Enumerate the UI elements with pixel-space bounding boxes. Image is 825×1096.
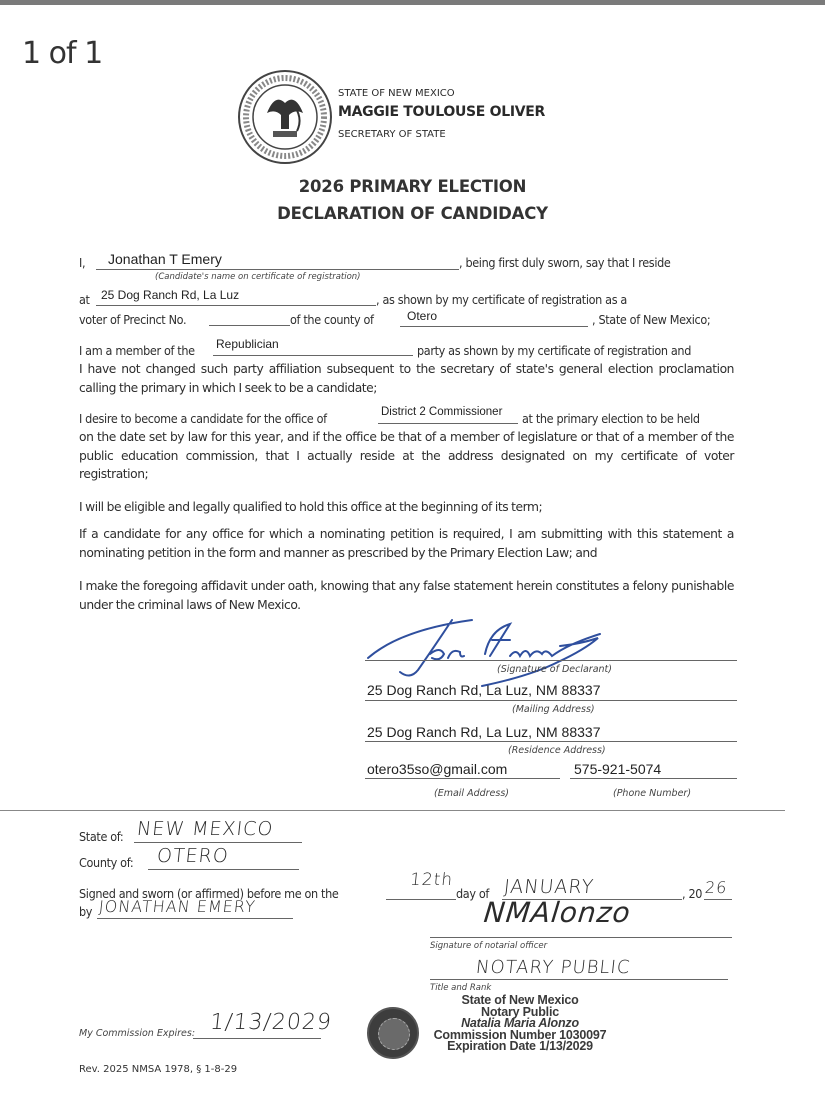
after-name-text: , being first duly sworn, say that I reside [459,255,671,270]
notary-title-underline [430,979,728,980]
office-field[interactable]: District 2 Commissioner [381,406,503,418]
notary-state-underline [134,842,302,843]
residence-underline [96,305,376,306]
letterhead-official-name: MAGGIE TOULOUSE OLIVER [338,104,546,120]
day-of-label: day of [456,886,489,901]
email-field[interactable]: otero35so@gmail.com [367,761,508,777]
county-label: of the county of [290,312,374,327]
county-underline [400,326,588,327]
i-label: I, [79,255,86,270]
affidavit-paragraph: I make the foregoing affidavit under oath, knowing that any false statement herein constitutes a felony punishable under the criminal laws of New Mexico. [79,579,734,612]
stamp-line-4: Commission Number 1030097 [433,1027,607,1042]
party-field[interactable]: Republician [216,337,279,351]
notary-county-label: County of: [79,855,134,870]
stamp-line-1: State of New Mexico [461,993,579,1007]
year-underline [704,899,732,900]
notary-state-field[interactable]: NEW MEXICO [135,818,275,840]
office-paragraph: on the date set by law for this year, and if the office be that of a member of legislature or that of a member of the public education commission, that I actually reside at the address designated on my certificate of voter registration; [79,430,734,481]
email-underline [365,778,560,779]
eligibility-paragraph: I will be eligible and legally qualified to hold this office at the beginning of its term; [79,500,543,514]
office-suffix: at the primary election to be held [522,411,700,426]
sworn-prefix: Signed and sworn (or affirmed) before me on the [79,886,339,901]
mailing-underline [365,700,737,701]
officer-signature-underline [430,937,732,938]
letterhead-state: STATE OF NEW MEXICO [338,88,455,99]
stamp-line-2: Notary Public [481,1004,559,1019]
year-prefix: , 20 [682,886,703,901]
notary-seal-icon [367,1007,419,1059]
phone-underline [570,778,737,779]
party-underline [213,355,413,356]
petition-paragraph: If a candidate for any office for which a nominating petition is required, I am submitting with this statement a nominating petition in the form and manner as prescribed by the Primary Election Law; and [79,527,734,560]
notary-county-field[interactable]: OTERO [155,845,230,867]
after-residence-text: , as shown by my certificate of registration as a [376,292,627,307]
commission-label: My Commission Expires: [79,1028,196,1039]
notary-title-caption: Title and Rank [430,983,492,993]
notary-officer-signature: NMAlonzo [482,896,633,929]
stamp-line-3: Natalia Maria Alonzo [461,1016,579,1030]
mailing-caption: (Mailing Address) [512,704,595,715]
year-field[interactable]: 26 [704,878,729,897]
notary-stamp [420,995,620,1053]
document-title-line2: DECLARATION OF CANDIDACY [277,204,548,223]
stamp-line-5: Expiration Date 1/13/2029 [447,1039,593,1053]
day-underline [386,899,456,900]
email-caption: (Email Address) [434,788,509,799]
precinct-label: voter of Precinct No. [79,312,187,327]
commission-field[interactable]: 1/13/2029 [208,1010,334,1035]
signature-caption: (Signature of Declarant) [497,664,612,675]
phone-field[interactable]: 575-921-5074 [574,761,662,777]
at-label: at [79,292,90,307]
office-prefix: I desire to become a candidate for the office of [79,411,327,426]
after-county-text: , State of New Mexico; [592,312,711,327]
viewer-top-bar [0,0,825,5]
precinct-underline [209,325,290,326]
officer-signature-caption: Signature of notarial officer [430,941,548,951]
residence-caption: (Residence Address) [508,745,606,756]
day-field[interactable]: 12th [408,870,455,890]
party-prefix: I am a member of the [79,343,195,358]
candidate-name-field[interactable]: Jonathan T Emery [108,251,222,267]
notary-state-label: State of: [79,829,124,844]
letterhead-official-title: SECRETARY OF STATE [338,129,446,140]
by-field[interactable]: JONATHAN EMERY [98,897,257,916]
party-suffix: party as shown by my certificate of registration and [417,343,692,358]
residence-address-field[interactable]: 25 Dog Ranch Rd, La Luz, NM 88337 [367,724,601,740]
commission-underline [193,1038,321,1039]
revision-footer: Rev. 2025 NMSA 1978, § 1-8-29 [79,1064,238,1075]
document-title-line1: 2026 PRIMARY ELECTION [298,177,527,196]
office-underline [378,423,518,424]
signature-underline [365,660,737,661]
section-divider [0,810,785,811]
mailing-address-field[interactable]: 25 Dog Ranch Rd, La Luz, NM 88337 [367,682,601,698]
by-underline [97,918,293,919]
state-seal-icon [237,69,333,165]
residence-field[interactable]: 25 Dog Ranch Rd, La Luz [101,288,240,302]
page-counter: 1 of 1 [22,36,103,71]
party-paragraph: I have not changed such party affiliation subsequent to the secretary of state's general election proclamation calling the primary in which I seek to be a candidate; [79,362,734,395]
notary-title-field[interactable]: NOTARY PUBLIC [474,957,632,978]
by-label: by [79,904,93,919]
notary-county-underline [148,869,299,870]
candidate-name-underline [96,269,459,270]
county-field[interactable]: Otero [407,309,438,323]
month-field[interactable]: JANUARY [502,876,596,898]
candidate-name-caption: (Candidate's name on certificate of registration) [155,272,361,282]
residence-address-underline [365,741,737,742]
declarant-signature [360,610,620,690]
phone-caption: (Phone Number) [613,788,692,799]
